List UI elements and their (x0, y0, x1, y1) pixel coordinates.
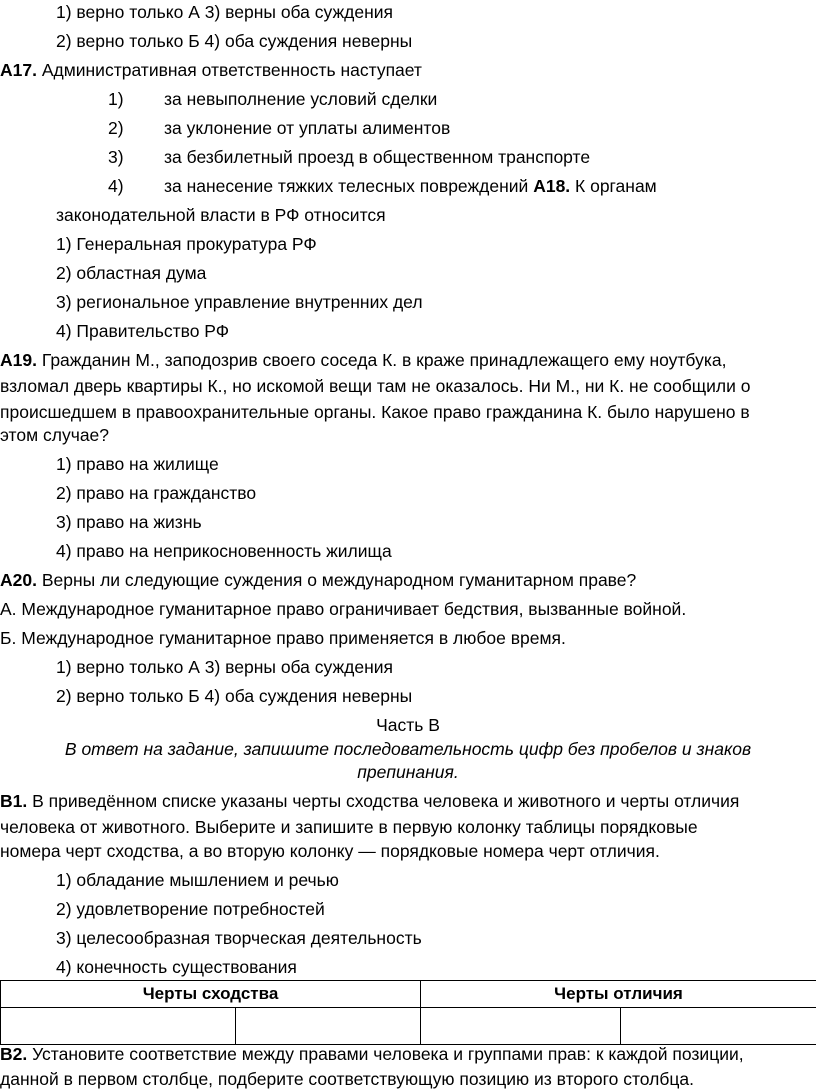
option-number: 3) (108, 147, 124, 167)
question-text-line: номера черт сходства, а во вторую колонку — порядковые номера черт отличия. (0, 841, 660, 861)
statement-a: А. Международное гуманитарное право ограничивает бедствия, вызванные войной. (0, 599, 687, 619)
option: 2) удовлетворение потребностей (56, 899, 325, 919)
question-text-line: этом случае? (0, 425, 110, 445)
header-similarity: Черты сходства (1, 981, 421, 1008)
options-line-1: 1) верно только А 3) верны оба суждения (56, 657, 394, 677)
option: 1) обладание мышлением и речью (56, 870, 339, 890)
question-label: А19. (0, 350, 37, 370)
option: 1) Генеральная прокуратура РФ (56, 234, 317, 254)
table-answer-row (1, 1008, 816, 1045)
option-text: за нанесение тяжких телесных повреждений (164, 176, 534, 196)
prev-options-line-2: 2) верно только Б 4) оба суждения неверны (56, 31, 413, 51)
question-a18-continuation: законодательной власти в РФ относится (56, 205, 386, 225)
option-with-question-a18 (164, 175, 657, 197)
option: 2) право на гражданство (56, 483, 257, 503)
question-label: А18. (533, 176, 571, 196)
statement-b: Б. Международное гуманитарное право применяется в любое время. (0, 628, 566, 648)
option-text: за безбилетный проезд в общественном транспорте (164, 147, 591, 167)
prev-options-line-1: 1) верно только А 3) верны оба суждения (56, 2, 394, 22)
question-b1 (0, 790, 739, 812)
answer-cell[interactable] (621, 1008, 816, 1045)
answer-cell[interactable] (421, 1008, 621, 1045)
answer-table (0, 980, 816, 1045)
answer-cell[interactable] (1, 1008, 236, 1045)
question-a20 (0, 569, 636, 591)
option-number: 2) (108, 118, 124, 138)
part-b-title: Часть В (376, 715, 440, 735)
option-text: за уклонение от уплаты алиментов (164, 118, 451, 138)
question-text: К органам (570, 176, 657, 196)
question-label: В2. (0, 1044, 28, 1064)
question-a17 (0, 59, 422, 81)
options-line-2: 2) верно только Б 4) оба суждения неверны (56, 686, 413, 706)
question-text: Верны ли следующие суждения о международном гуманитарном праве? (36, 570, 637, 590)
question-text-line: человека от животного. Выберите и запишите в первую колонку таблицы порядковые (0, 817, 698, 837)
option: 3) региональное управление внутренних дел (56, 292, 423, 312)
table-header-row (1, 981, 816, 1008)
option: 4) право на неприкосновенность жилища (56, 541, 392, 561)
question-b2 (0, 1043, 744, 1065)
option: 4) конечность существования (56, 957, 297, 977)
option: 3) право на жизнь (56, 512, 202, 532)
question-label: А20. (0, 570, 37, 590)
question-a19 (0, 349, 726, 371)
part-b-instruction-line-2: препинания. (357, 762, 459, 782)
question-label: А17. (0, 60, 37, 80)
question-text: В приведённом списке указаны черты сходства человека и животного и черты отличия (27, 791, 740, 811)
option-text: за невыполнение условий сделки (164, 89, 438, 109)
question-text: Гражданин М., заподозрив своего соседа К. в краже принадлежащего ему ноутбука, (36, 350, 727, 370)
header-difference: Черты отличия (421, 981, 816, 1008)
option: 2) областная дума (56, 263, 207, 283)
question-text: Установите соответствие между правами человека и группами прав: к каждой позиции, (27, 1044, 744, 1064)
question-text-line: взломал дверь квартиры К., но искомой вещи там не оказалось. Ни М., ни К. не сообщили о (0, 376, 751, 396)
question-text-line: происшедшем в правоохранительные органы. Какое право гражданина К. было нарушено в (0, 402, 750, 422)
question-text: Административная ответственность наступает (36, 60, 422, 80)
option-number: 1) (108, 89, 124, 109)
part-b-instruction-line-1: В ответ на задание, запишите последовательность цифр без пробелов и знаков (64, 739, 752, 759)
question-text-line: данной в первом столбце, подберите соответствующую позицию из второго столбца. (0, 1069, 694, 1089)
option-number: 4) (108, 176, 124, 196)
answer-cell[interactable] (236, 1008, 421, 1045)
question-label: В1. (0, 791, 28, 811)
option: 1) право на жилище (56, 454, 219, 474)
option: 4) Правительство РФ (56, 321, 230, 341)
option: 3) целесообразная творческая деятельность (56, 928, 422, 948)
